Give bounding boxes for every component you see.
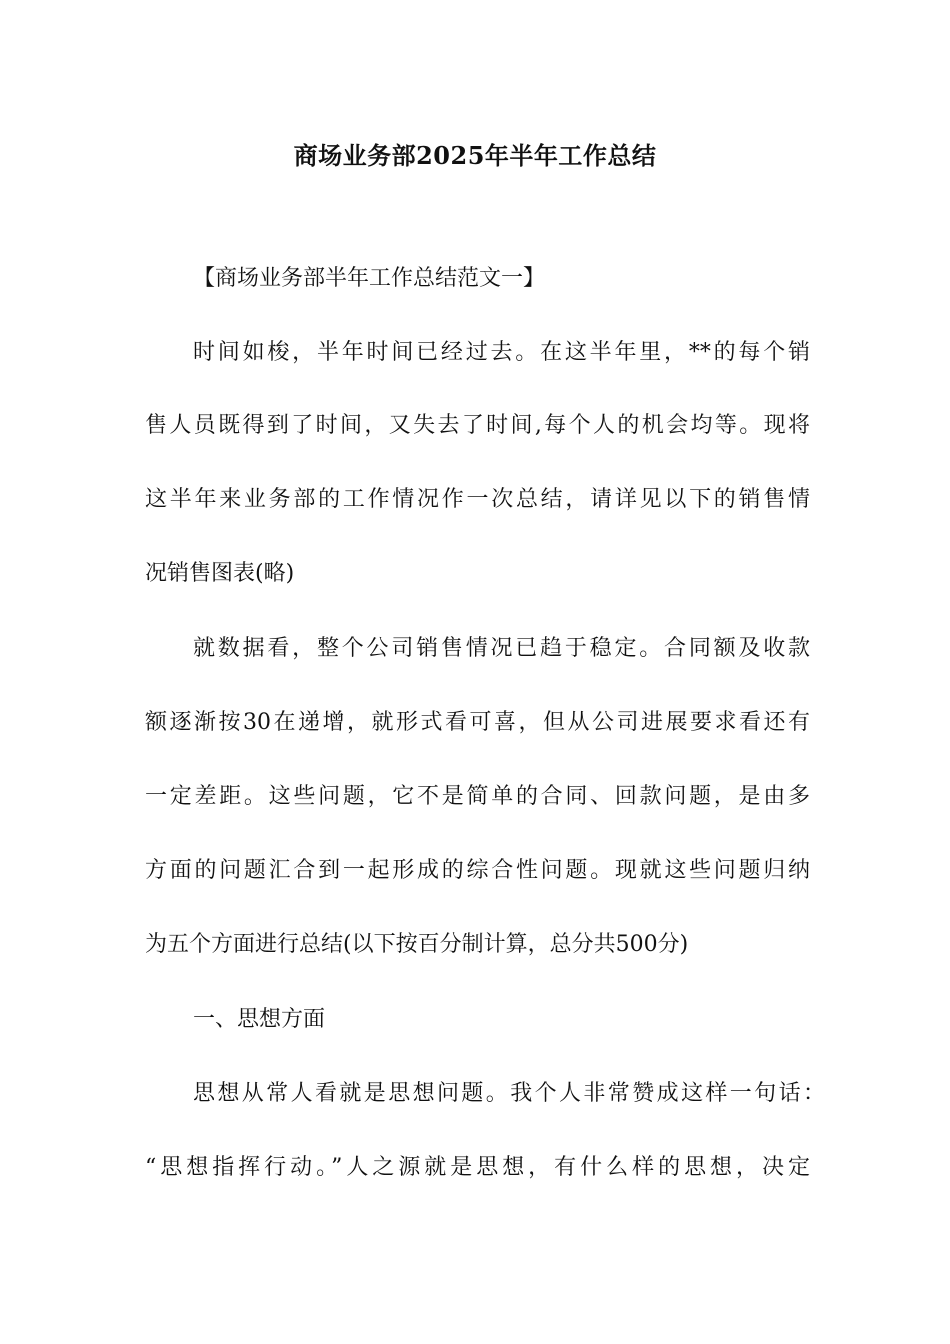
paragraph-line: 为五个方面进行总结(以下按百分制计算，总分共500分): [145, 932, 689, 957]
paragraph-line: 售人员既得到了时间，又失去了时间,每个人的机会均等。现将: [145, 413, 810, 438]
paragraph-line: 就数据看，整个公司销售情况已趋于稳定。合同额及收款: [193, 636, 810, 661]
paragraph-line: 时间如梭，半年时间已经过去。在这半年里，**的每个销: [193, 340, 810, 365]
section-heading-sample-one: 【商场业务部半年工作总结范文一】: [193, 266, 546, 291]
paragraph-line: 思想从常人看就是思想问题。我个人非常赞成这样一句话：: [193, 1081, 825, 1106]
section-heading-thought: 一、思想方面: [193, 1007, 326, 1032]
paragraph-line: “思想指挥行动。”人之源就是思想，有什么样的思想，决定: [145, 1155, 810, 1180]
document-title: 商场业务部2025年半年工作总结: [293, 141, 657, 170]
paragraph-line: 这半年来业务部的工作情况作一次总结，请详见以下的销售情: [145, 487, 810, 512]
paragraph-line: 额逐渐按30在递增，就形式看可喜，但从公司进展要求看还有: [145, 710, 810, 735]
paragraph-line: 方面的问题汇合到一起形成的综合性问题。现就这些问题归纳: [145, 858, 810, 883]
paragraph-line: 况销售图表(略): [145, 561, 295, 586]
paragraph-line: 一定差距。这些问题，它不是简单的合同、回款问题，是由多: [145, 784, 810, 809]
